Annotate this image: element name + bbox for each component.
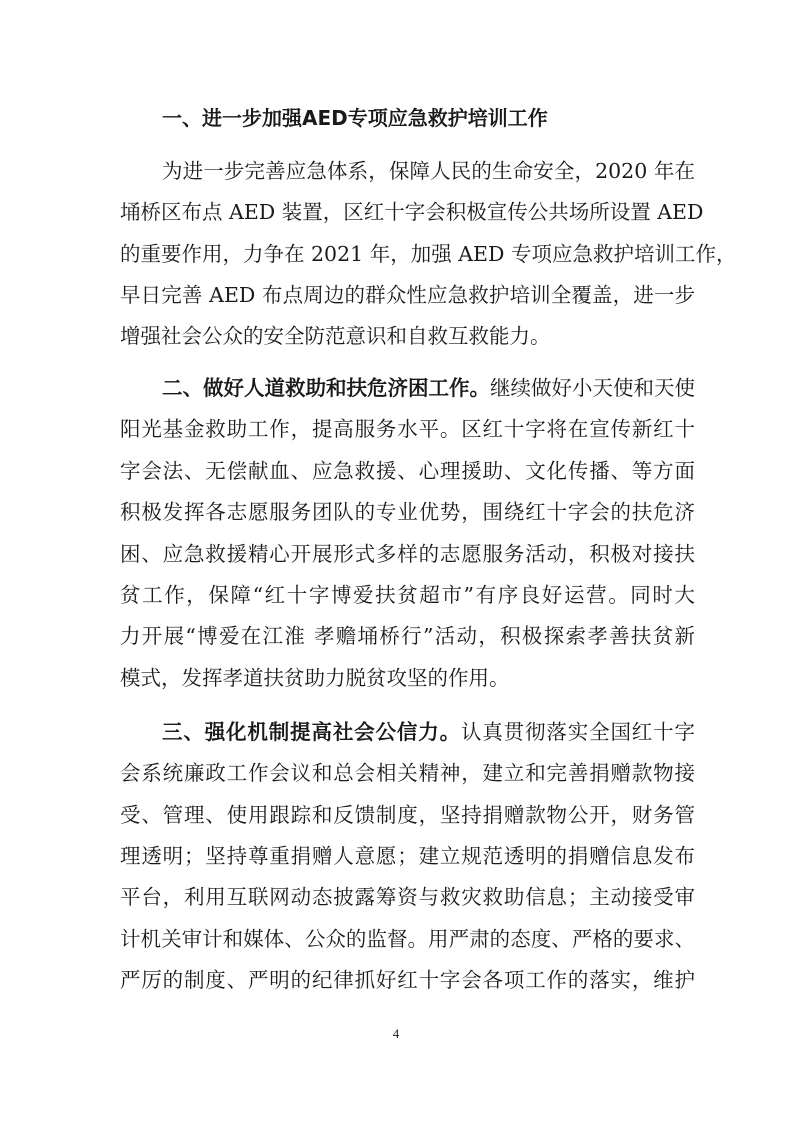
section-1-line-2: 埇桥区布点 AED 装置，区红十字会积极宣传公共场所设置 AED bbox=[120, 200, 704, 224]
section-3-first-line-rest: 认真贯彻落实全国红十字 bbox=[460, 720, 696, 744]
page-number: 4 bbox=[392, 1026, 400, 1041]
section-2-heading: 二、做好人道救助和扶危济困工作。 bbox=[162, 376, 490, 400]
section-3-first-line bbox=[162, 717, 695, 747]
section-1-line-4: 早日完善 AED 布点周边的群众性应急救护培训全覆盖，进一步 bbox=[120, 283, 695, 307]
section-1-line-1: 为进一步完善应急体系，保障人民的生命安全，2020 年在 bbox=[162, 159, 695, 183]
section-1-line-3: 的重要作用，力争在 2021 年，加强 AED 专项应急救护培训工作， bbox=[120, 242, 737, 266]
section-2-first-line bbox=[162, 373, 695, 403]
section-3-line-2: 会系统廉政工作会议和总会相关精神，建立和完善捐赠款物接 bbox=[120, 761, 695, 785]
section-2-first-line-rest: 继续做好小天使和天使 bbox=[490, 376, 695, 400]
section-1-heading: 一、进一步加强AED专项应急救护培训工作 bbox=[162, 106, 548, 130]
section-2-line-6: 贫工作，保障“红十字博爱扶贫超市”有序良好运营。同时大 bbox=[120, 583, 695, 607]
section-3-heading: 三、强化机制提高社会公信力。 bbox=[162, 720, 461, 744]
section-2-line-8: 模式，发挥孝道扶贫助力脱贫攻坚的作用。 bbox=[120, 666, 510, 690]
section-3-line-4: 理透明；坚持尊重捐赠人意愿；建立规范透明的捐赠信息发布 bbox=[120, 844, 695, 868]
section-2-line-2: 阳光基金救助工作，提高服务水平。区红十字将在宣传新红十 bbox=[120, 417, 695, 441]
section-2-line-5: 困、应急救援精心开展形式多样的志愿服务活动，积极对接扶 bbox=[120, 542, 695, 566]
section-3-line-6: 计机关审计和媒体、公众的监督。用严肃的态度、严格的要求、 bbox=[120, 927, 695, 951]
section-2-line-4: 积极发挥各志愿服务团队的专业优势，围绕红十字会的扶危济 bbox=[120, 500, 695, 524]
section-1-line-5: 增强社会公众的安全防范意识和自救互救能力。 bbox=[120, 324, 551, 348]
section-3-line-7: 严厉的制度、严明的纪律抓好红十字会各项工作的落实，维护 bbox=[120, 968, 695, 992]
section-2-line-3: 字会法、无偿献血、应急救援、心理援助、文化传播、等方面 bbox=[120, 459, 695, 483]
section-3-line-3: 受、管理、使用跟踪和反馈制度，坚持捐赠款物公开，财务管 bbox=[120, 803, 695, 827]
section-3-line-5: 平台，利用互联网动态披露筹资与救灾救助信息；主动接受审 bbox=[120, 885, 695, 909]
section-2-line-7: 力开展“博爱在江淮 孝赡埇桥行”活动，积极探索孝善扶贫新 bbox=[120, 624, 695, 648]
